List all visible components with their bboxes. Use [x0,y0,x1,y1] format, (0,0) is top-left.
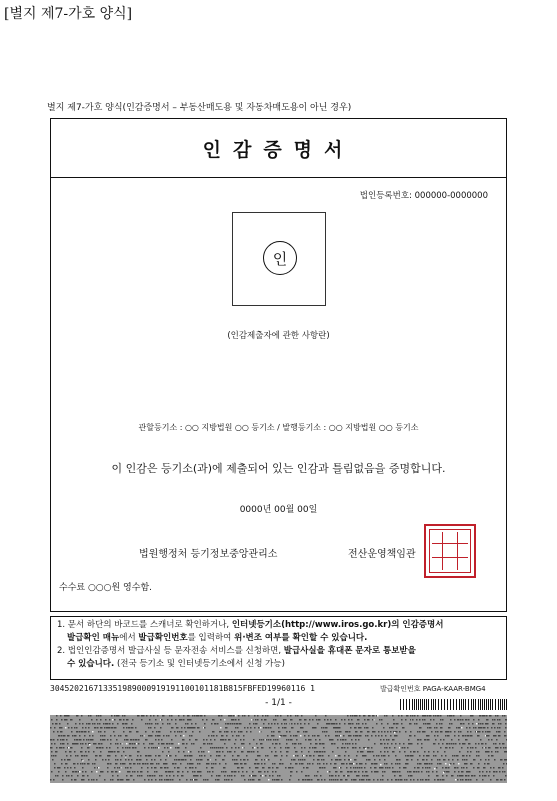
seal-char: 인 [272,249,288,268]
note-1-bold: 위·변조 여부를 확인할 수 있습니다. [234,633,368,643]
note-1-text: 를 입력하여 [187,633,235,643]
form-caption: 별지 제7-가호 양식(인감증명서 – 부동산매도용 및 자동차매도용이 아닌 경우) [47,103,352,113]
responsible-officer: 전산운영책임관 [348,549,416,560]
registry-office-line: 관할등기소 : ○○ 지방법원 ○○ 등기소 / 발행등기소 : ○○ 지방법원 ○○ 등기소 [138,423,419,432]
official-seal-stamp [424,524,476,578]
security-pattern [50,715,507,783]
document-title: 인감증명서 [51,119,506,178]
note-1-text: 에서 [119,633,139,643]
note-2-bold: 수 있습니다. [67,659,115,669]
note-2-text: 2. 법인인감증명서 발급사실 등 문자전송 서비스를 신청하면, [57,646,284,656]
note-1-bold: 발급확인 매뉴 [67,633,120,643]
verification-number: 발급확인번호 PAGA-KAAR-BMG4 [380,685,486,693]
note-2 [57,645,500,671]
certification-statement: 이 인감은 등기소(과)에 제출되어 있는 인감과 틀림없음을 증명합니다. [111,462,446,475]
note-2-text: (전국 등기소 및 인터넷등기소에서 신청 가능) [114,659,285,669]
page-number: - 1/1 - [265,698,292,708]
note-1-bold: 발급확인번호 [138,633,188,643]
fee-receipt: 수수료 ○○○원 영수함. [59,583,153,593]
barcode-icon [400,699,507,710]
certificate-box [50,118,507,612]
note-1-bold: 인터넷등기소(http://www.iros.go.kr)의 인감증명서 [231,620,444,630]
seal-stamp [263,241,297,275]
note-2-bold: 발급사실을 휴대폰 문자로 통보받을 [283,646,416,656]
seal-impression-box [232,212,326,306]
note-1-text: 1. 문서 하단의 바코드를 스캐너로 확인하거나, [57,620,232,630]
registration-number: 법인등록번호: 000000-0000000 [359,191,488,201]
issue-code: 304520216713351989000919191100101181B815FBFED19960116 1 [50,684,315,693]
issue-date: 0000년 00월 00일 [239,505,318,515]
holder-note: (인감제출자에 관한 사항란) [227,331,330,341]
note-1 [57,619,500,645]
form-label: [별지 제7-가호 양식] [4,6,133,22]
notes-box [50,616,507,680]
issuing-agency: 법원행정처 등기정보중앙관리소 [139,549,278,560]
